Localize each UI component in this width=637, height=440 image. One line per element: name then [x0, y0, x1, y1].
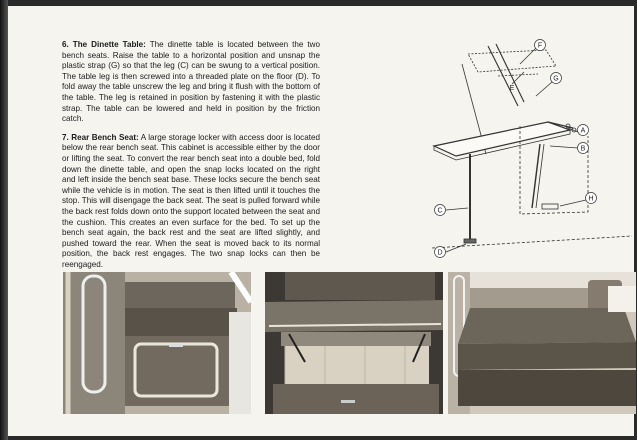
label-h: H	[588, 195, 594, 203]
label-c: C	[437, 207, 443, 215]
label-g: G	[553, 75, 559, 83]
section-body: A large storage locker with access door is located below the rear bench seat. This cabinet is accessible either by the door or lifting the seat. To convert the rear bench seat into a double bed, fold down the dinette table, and open the snap locks located on the right and left inside the bench seat base. These locks secure the bench seat while the vehicle is in motion. The seat is then lifted until it touches the stop. This will disengage the back seat. The seat is pulled forward while the back rest folds down onto the support located between the seat and the cushion. This creates an even surface for the bed. To set up the bench seat again, the back rest and the seat are lifted slightly, and pushed toward the rear. When the seat is moved back to its normal position, the back rest engages. The two snap locks can then be reengaged.	[62, 132, 320, 269]
section-heading: 6. The Dinette Table:	[62, 40, 146, 49]
photo-double-bed	[448, 272, 636, 414]
label-b: B	[580, 145, 586, 153]
section-body: The dinette table is located between the two bench seats. Raise the table to a horizontal position and unsnap the plastic strap (G) so that the leg (C) can be swung to a vertical position. The table leg is then screwed into a threaded plate on the floor (D). To fold away the table unscrew the leg and bring it flush with the bottom of the table. The leg is retained in position by fastening it with the plastic strap. The table can be lowered and held in position by the friction catch.	[62, 40, 320, 124]
page-edge-shadow	[0, 0, 8, 440]
label-a: A	[580, 127, 586, 135]
section-rear-bench-seat	[62, 133, 320, 271]
section-dinette-table	[62, 40, 320, 125]
dinette-table-diagram	[428, 36, 633, 266]
section-heading: 7. Rear Bench Seat:	[62, 132, 139, 142]
photo-bench-closed	[63, 272, 251, 414]
label-f: F	[537, 42, 543, 50]
photo-bench-lifted	[265, 272, 443, 414]
label-d: D	[437, 249, 443, 257]
label-e: E	[509, 85, 515, 92]
instruction-text	[62, 40, 320, 278]
